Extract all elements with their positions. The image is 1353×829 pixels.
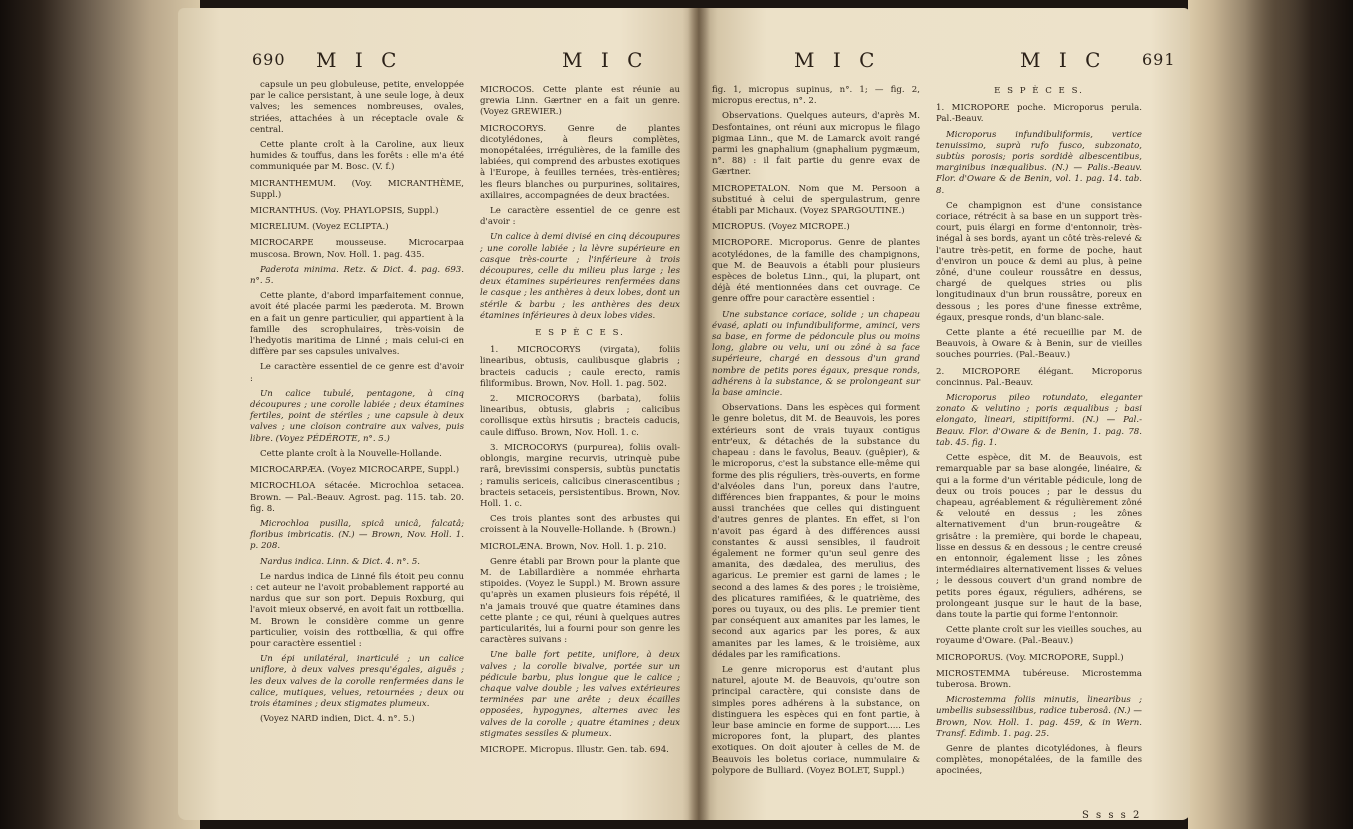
paragraph: 1. MICROCORYS (virgata), foliis linearibus, obtusis, caulibusque glabris ; bracteis caducis ; caule erecto, ramis filiformibus. Brown, Nov. Holl. 1. pag. 502. xyxy=(480,345,680,389)
entry-heading: MICROCORYS. Genre de plantes dicotylédones, à fleurs complètes, monopétalées, irrégulières, de la famille des labiées, qui comprend des arbustes exotiques à l'Europe, à feuilles ternées, très-entières; les fleurs blanches ou purpurines, solitaires, axillaires, accompagnées de deux bractées. xyxy=(480,123,680,201)
paragraph: Cette plante croît sur les vieilles souches, au royaume d'Oware. (Pal.-Beauv.) xyxy=(936,625,1142,647)
paragraph: Ce champignon est d'une consistance coriace, rétrécit à sa base en un support très-court, puis élargi en forme d'entonnoir, très-inégal à ses bords, ayant un côté très-relevé & l'autre très-petit, en forme de poche, haut d'environ un pouce & demi au plus, à peine zôné, d'une couleur roussâtre en dessus, chargé de quelques stries ou plis longitudinaux d'un brun roussâtre, poreux en dessous ; les pores d'une finesse extrême, égaux, presque ronds, d'un blanc-sale. xyxy=(936,200,1142,323)
paragraph: Une balle fort petite, uniflore, à deux valves ; la corolle bivalve, portée sur un pédicule barbu, plus longue que le calice ; chaque valve double ; les valves extérieures terminées par une arête ; deux écailles opposées, hypogynes, alternes avec les valves de la corolle ; quatre étamines ; deux stigmates sessiles & plumeux. xyxy=(480,650,680,739)
right-page-number: 691 xyxy=(1142,50,1176,69)
entry-heading: 1. MICROPORE poche. Microporus perula. Pal.-Beauv. xyxy=(936,103,1142,125)
paragraph: Une substance coriace, solide ; un chapeau évasé, aplati ou infundibuliforme, aminci, vers sa base, en forme de pédoncule plus ou moins long, glabre ou velu, uni ou zôné à sa face supérieure, chargé en dessous d'un grand nombre de petits pores égaux, presque ronds, adhérens à la substance, & se prolongeant sur la base amincie. xyxy=(712,309,920,399)
paragraph: Un épi unilatéral, inarticulé ; un calice uniflore, à deux valves presqu'égales, aiguës ; les deux valves de la corolle renfermées dans le calice, mutiques, velues, retournées ; deux ou trois étamines ; deux stigmates plumeux. xyxy=(250,654,464,709)
paragraph: Ces trois plantes sont des arbustes qui croissent à la Nouvelle-Hollande. ♄ (Brown.) xyxy=(480,514,680,536)
entry-heading: MICRANTHEMUM. (Voy. MICRANTHÈME, Suppl.) xyxy=(250,178,464,200)
paragraph: Genre établi par Brown pour la plante que M. de Labillardière a nommée ehrharta stipoides. (Voyez le Suppl.) M. Brown assure qu'après un examen plusieurs fois répété, il n'a jamais trouvé que quatre étamines dans cette plante ; ce qui, réuni à quelques autres particularités, lui a fourni pour son genre les caractères suivans : xyxy=(480,556,680,646)
paragraph: Le caractère essentiel de ce genre est d'avoir : xyxy=(480,206,680,228)
entry-heading: MICROLÆNA. Brown, Nov. Holl. 1. p. 210. xyxy=(480,541,667,552)
paragraph: Nardus indica. Linn. & Dict. 4. n°. 5. xyxy=(260,556,421,567)
left-page-number: 690 xyxy=(252,50,286,69)
paragraph: Paderota minima. Retz. & Dict. 4. pag. 693. n°. 5. xyxy=(250,264,464,287)
paragraph: 3. MICROCORYS (purpurea), foliis ovali-oblongis, margine recurvis, utrinquè pube rarâ, brevissimi conspersis, subtùs punctatis ; ramulis sericeis, calicibus cinerascentibus ; bracteis setaceis, persistentibus. Brown, Nov. Holl. 1. c. xyxy=(480,442,680,509)
entry-heading: MICROPUS. (Voyez MICROPE.) xyxy=(712,222,850,233)
entry-heading: MICROPETALON. Nom que M. Persoon a substitué à celui de spergulastrum, genre établi par Michaux. (Voyez SPARGOUTINE.) xyxy=(712,183,920,217)
paragraph: Cette plante croît à la Nouvelle-Hollande. xyxy=(260,448,442,459)
right-header-left: M I C xyxy=(794,48,881,72)
entry-heading: MICROCOS. Cette plante est réunie au grewia Linn. Gærtner en a fait un genre. (Voyez GREWIER.) xyxy=(480,85,680,118)
paragraph: Le nardus indica de Linné fils étoit peu connu : cet auteur ne l'avoit probablement rapporté au nardus que sur son port. Depuis Roxburg, qui l'avoit mieux observé, en avoit fait un rottbœllia. M. Brown le considère comme un genre particulier, voisin des rottbœllia, & qui offre pour caractère essentiel : xyxy=(250,571,464,649)
paragraph: Un calice tubulé, pentagone, à cinq découpures ; une corolle labiée ; deux étamines fertiles, point de stériles ; une capsule à deux valves ; une cloison contraire aux valves, puis libre. (Voyez PÉDÉROTE, n°. 5.) xyxy=(250,388,464,444)
entry-heading: MICROCARPÆA. (Voyez MICROCARPE, Suppl.) xyxy=(250,465,460,476)
section-title: E S P È C E S. xyxy=(535,328,625,339)
right-column-1 xyxy=(712,80,920,818)
left-header-right: M I C xyxy=(562,48,649,72)
paragraph: Microporus infundibuliformis, vertice tenuissimo, suprà rufo fusco, subzonato, subtùs porosis; poris sordidè albescentibus, marginibus inæqualibus. (N.) — Palis.-Beauv. Flor. d'Oware & de Benin, vol. 1. pag. 14. tab. 8. xyxy=(936,129,1142,196)
left-header-left: M I C xyxy=(316,48,403,72)
entry-heading: fig. 1, micropus supinus, n°. 1; — fig. 2, micropus erectus, n°. 2. xyxy=(712,85,920,107)
left-column-2 xyxy=(480,80,680,818)
paragraph: Genre de plantes dicotylédones, à fleurs complètes, monopétalées, de la famille des apocinées, xyxy=(936,743,1142,777)
paragraph: 2. MICROCORYS (barbata), foliis linearibus, obtusis, glabris ; calicibus corollisque extùs hirsutis ; bracteis caducis, caule diffuso. Brown, Nov. Holl. 1. c. xyxy=(480,394,680,438)
paragraph: Microporus pileo rotundato, eleganter zonato & velutino ; poris æqualibus ; basi elongato, lineari, stipitiformi. (N.) — Pal.-Beauv. Flor. d'Oware & de Benin, 1. pag. 78. tab. 45. fig. 1. xyxy=(936,393,1142,448)
entry-heading: MICRELIUM. (Voyez ECLIPTA.) xyxy=(250,222,389,233)
entry-heading: MICROPORE. Microporus. Genre de plantes acotylédones, de la famille des champignons, que M. de Beauvois a établi pour plusieurs espèces de boletus Linn., qui, la plupart, ont déjà été mentionnées dans cet ouvrage. Ce genre offre pour caractère essentiel : xyxy=(712,238,920,305)
entry-heading: MICROPORUS. (Voy. MICROPORE, Suppl.) xyxy=(936,652,1124,663)
paragraph: Le caractère essentiel de ce genre est d'avoir : xyxy=(250,362,464,384)
right-column-2 xyxy=(936,80,1142,818)
entry-heading: MICROSTEMMA tubéreuse. Microstemma tuberosa. Brown. xyxy=(936,668,1142,690)
paragraph: Le genre microporus est d'autant plus naturel, ajoute M. de Beauvois, qu'outre son principal caractère, qui consiste dans de simples pores adhérens à la substance, on distinguera les espèces qui en font partie, à leur base amincie en forme de support..... Les micropores font, la plupart, des plantes exotiques. On doit ajouter à celles de M. de Beauvois les boletus coriace, nummulaire & polypore de Bulliard. (Voyez BOLET, Suppl.) xyxy=(712,664,920,776)
entry-heading: MICROCARPE mousseuse. Microcarpaa muscosa. Brown, Nov. Holl. 1. pag. 435. xyxy=(250,238,464,260)
paragraph: (Voyez NARD indien, Dict. 4. n°. 5.) xyxy=(260,714,415,725)
gutter-shadow xyxy=(688,8,710,820)
paragraph: Cette plante, d'abord imparfaitement connue, avoit été placée parmi les pæderota. M. Brown en a fait un genre particulier, qui appartient à la famille des scrophulaires, très-voisin de l'hedyotis maritima de Linné ; mais celui-ci en diffère par ses capsules univalves. xyxy=(250,291,464,358)
left-page-edges xyxy=(0,0,200,829)
paragraph: Observations. Dans les espèces qui forment le genre boletus, dit M. de Beauvois, les pores extérieurs sont de vrais tuyaux contigus entr'eux, & détachés de la substance du chapeau : dans le favolus, Beauv. (guêpier), & le microporus, c'est la substance elle-même qui forme des plis réguliers, très-ouverts, en forme d'alvéoles dans l'un, poreux dans l'autre, différences bien frappantes, & pour le moins aussi tranchées que celles qui distinguent d'autres genres de plantes. En effet, si l'on n'avoit pas égard à des différences aussi constantes & aussi sensibles, il faudroit également ne former qu'un seul genre des amanita, des dædalea, des merulius, des agaricus. Le premier est garni de lames ; le second a des lames & des pores ; le troisième, des plicatures ramifiées, & le quatrième, des pores ou tuyaux, ou des plis. Le premier tient par conséquent aux amanites par les lames, le second aux agarics par les pores, & aux amanites par les lames, & le troisième, aux dédales par les ramifications. xyxy=(712,403,920,660)
page-fold-shadow xyxy=(1245,0,1305,829)
entry-heading: 2. MICROPORE élégant. Microporus concinnus. Pal.-Beauv. xyxy=(936,366,1142,388)
paragraph: Cette espèce, dit M. de Beauvois, est remarquable par sa base alongée, linéaire, & qui a la forme d'un véritable pédicule, long de deux ou trois pouces ; par le dessus du chapeau, agréablement & régulièrement zôné & velouté en dessus ; les zônes alternativement d'un brun-rougeâtre & grisâtre : la première, qui borde le chapeau, lisse en dessus & en dessous ; le centre creusé en entonnoir, également lisse ; les zônes intermédiaires alternativement lisses & velues ; le dessous couvert d'un grand nombre de petits pores égaux, réguliers, adhérens, se prolongeant jusque sur le haut de la base, dans toute la partie qui forme l'entonnoir. xyxy=(936,453,1142,620)
paragraph: Un calice à demi divisé en cinq découpures ; une corolle labiée ; la lèvre supérieure en casque très-courte ; l'inférieure à trois découpures, celle du milieu plus large ; les deux étamines supérieures renfermées dans le casque ; les anthères à deux lobes, dont un stérile & barbu ; les anthères des deux étamines inférieures à deux lobes vides. xyxy=(480,232,680,321)
entry-heading: MICROCHLOA sétacée. Microchloa setacea. Brown. — Pal.-Beauv. Agrost. pag. 115. tab. 20. fig. 8. xyxy=(250,481,464,514)
paragraph: Microchloa pusilla, spicâ unicâ, falcatâ; floribus imbricatis. (N.) — Brown, Nov. Holl. 1. p. 208. xyxy=(250,518,464,552)
paragraph: capsule un peu globuleuse, petite, enveloppée par le calice persistant, à une seule loge, à deux valves; les semences nombreuses, ovales, striées, attachées à un réceptacle ovale & central. xyxy=(250,80,464,135)
entry-heading: MICRANTHUS. (Voy. PHAYLOPSIS, Suppl.) xyxy=(250,206,439,217)
signature-mark: S s s s 2 xyxy=(1082,810,1142,821)
paragraph: Cette plante a été recueillie par M. de Beauvois, à Oware & à Benin, sur de vieilles souches pourries. (Pal.-Beauv.) xyxy=(936,328,1142,361)
paragraph: Observations. Quelques auteurs, d'après M. Desfontaines, ont réuni aux micropus le filago pigmaa Linn., que M. de Lamarck avoit rangé parmi les gnaphalium (gnaphalium pygmæum, n°. 88) : il fait partie du genre evax de Gærtner. xyxy=(712,111,920,178)
paragraph: Cette plante croît à la Caroline, aux lieux humides & touffus, dans les forêts : elle m'a été communiquée par M. Bosc. (V. f.) xyxy=(250,140,464,173)
entry-heading: MICROPE. Micropus. Illustr. Gen. tab. 694. xyxy=(480,744,669,755)
right-header-right: M I C xyxy=(1020,48,1107,72)
paragraph: Microstemma foliis minutis, linearibus ; umbellis subsessilibus, radice tuberosâ. (N.) — Brown, Nov. Holl. 1. pag. 459, & in Wern. Transf. Edimb. 1. pag. 25. xyxy=(936,695,1142,739)
section-title: E S P È C E S. xyxy=(994,86,1084,96)
left-column-1 xyxy=(250,80,464,818)
